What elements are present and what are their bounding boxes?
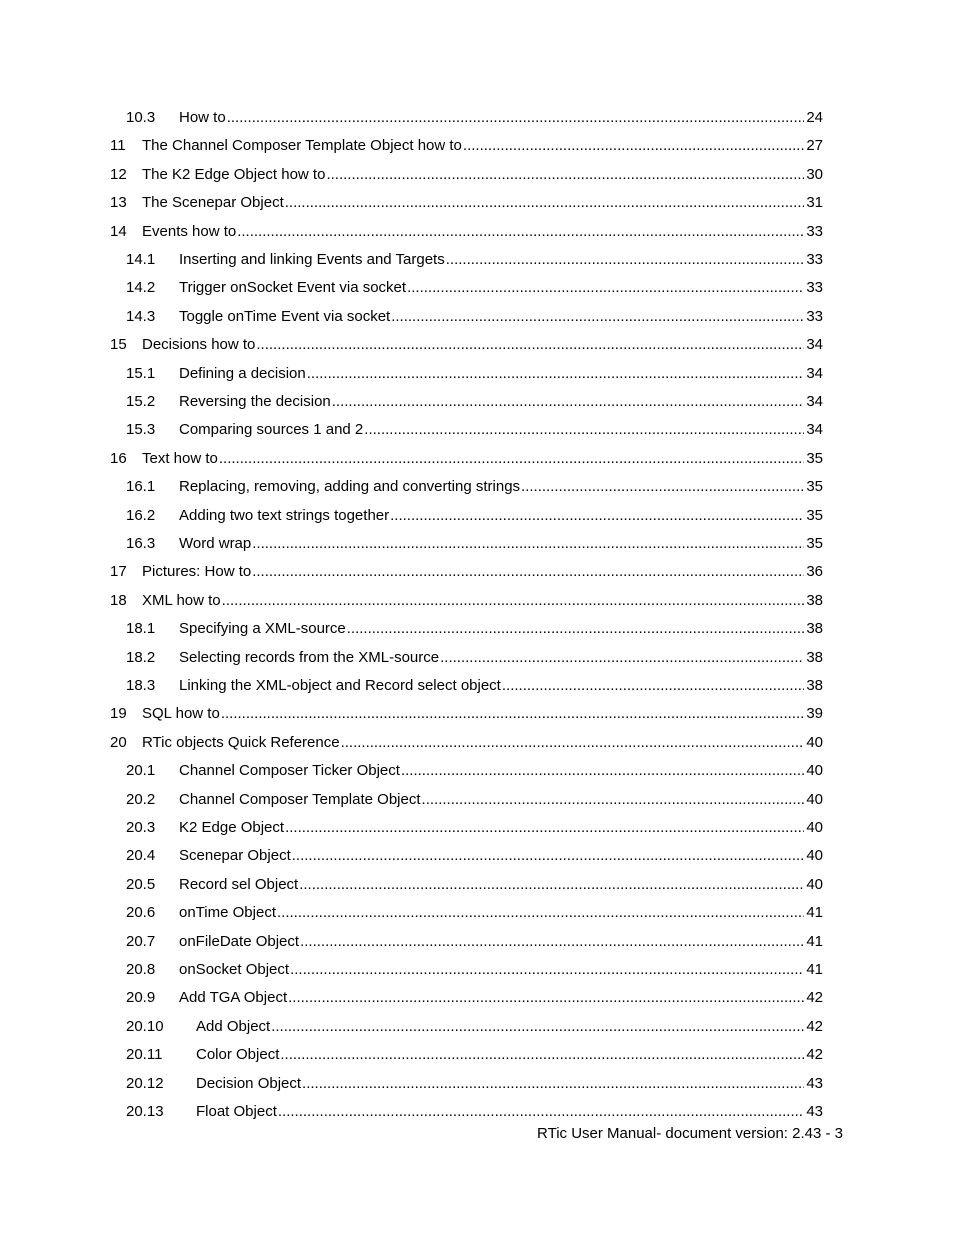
- toc-dot-leader: [277, 899, 804, 927]
- toc-entry-number: 15.2: [126, 393, 156, 410]
- toc-dot-leader: [390, 502, 804, 530]
- toc-entry-title: K2 Edge Object: [179, 819, 285, 836]
- toc-entry-title: Pictures: How to: [142, 563, 252, 581]
- toc-entry-page: 40: [806, 875, 823, 893]
- toc-entry-page: 38: [806, 591, 823, 609]
- toc-entry-number: 20.3: [126, 819, 156, 836]
- toc-entry-title: Decisions how to: [142, 336, 256, 354]
- toc-entry-title: Selecting records from the XML-source: [179, 648, 440, 666]
- toc-entry-page: 40: [806, 762, 823, 780]
- toc-entry-title-line: [142, 558, 823, 586]
- toc-entry-number: 11: [110, 137, 126, 155]
- toc-entry-title: Text how to: [142, 449, 218, 467]
- toc-entry-title: Trigger onSocket Event via socket: [179, 279, 407, 297]
- toc-entry-title: Word wrap: [179, 535, 252, 552]
- toc-entry[interactable]: [0, 274, 954, 302]
- toc-entry-title: Replacing, removing, adding and converting strings: [179, 478, 521, 496]
- toc-dot-leader: [299, 871, 804, 899]
- toc-dot-leader: [290, 956, 804, 984]
- toc-entry-page: 42: [806, 1017, 823, 1035]
- toc-entry-title-line: [179, 388, 823, 416]
- toc-entry-title-line: [179, 672, 823, 700]
- toc-dot-leader: [407, 274, 804, 302]
- toc-entry-title-line: [179, 360, 823, 388]
- toc-dot-leader: [326, 161, 804, 189]
- toc-entry-title: Decision Object: [196, 1074, 302, 1092]
- toc-dot-leader: [256, 331, 804, 359]
- toc-entry-number: 15: [110, 336, 127, 354]
- toc-entry[interactable]: [0, 786, 954, 814]
- toc-entry[interactable]: [0, 360, 954, 388]
- toc-entry-page: 33: [806, 222, 823, 240]
- toc-entry[interactable]: [0, 473, 954, 501]
- toc-entry-title-line: [196, 1041, 823, 1069]
- toc-entry-title-line: [196, 1070, 823, 1098]
- toc-entry-number: 17: [110, 563, 127, 581]
- toc-dot-leader: [300, 928, 804, 956]
- toc-entry[interactable]: [0, 132, 954, 160]
- toc-dot-leader: [219, 445, 804, 473]
- toc-entry-page: 39: [806, 705, 823, 723]
- toc-dot-leader: [302, 1070, 804, 1098]
- toc-entry-title-line: [142, 700, 823, 728]
- toc-entry[interactable]: [0, 388, 954, 416]
- toc-entry-number: 20.1: [126, 762, 156, 780]
- toc-entry-title-line: [179, 530, 823, 558]
- toc-entry-title: XML how to: [142, 591, 221, 609]
- toc-entry-number: 20.10: [126, 1017, 164, 1035]
- toc-entry-title: Float Object: [196, 1103, 277, 1120]
- toc-dot-leader: [292, 842, 805, 870]
- toc-entry-title-line: [179, 899, 823, 927]
- toc-entry-title-line: [142, 445, 823, 473]
- toc-entry[interactable]: [0, 1041, 954, 1069]
- toc-entry[interactable]: [0, 530, 954, 558]
- toc-entry-title-line: [142, 587, 823, 615]
- toc-dot-leader: [222, 587, 805, 615]
- toc-entry-number: 12: [110, 165, 127, 183]
- toc-entry-number: 20.11: [126, 1046, 163, 1064]
- toc-entry[interactable]: [0, 814, 954, 842]
- toc-entry[interactable]: [0, 587, 954, 615]
- toc-dot-leader: [463, 132, 804, 160]
- toc-dot-leader: [237, 218, 804, 246]
- toc-dot-leader: [440, 644, 804, 672]
- toc-entry-number: 14.2: [126, 279, 156, 297]
- toc-dot-leader: [271, 1013, 804, 1041]
- toc-entry-title-line: [179, 814, 823, 842]
- toc-entry-title-line: [179, 274, 823, 302]
- toc-dot-leader: [332, 388, 805, 416]
- toc-entry-number: 16: [110, 449, 127, 467]
- toc-entry-title: The K2 Edge Object how to: [142, 165, 326, 183]
- toc-dot-leader: [252, 558, 804, 586]
- toc-dot-leader: [446, 246, 805, 274]
- toc-entry-page: 34: [806, 336, 823, 354]
- toc-entry-page: 33: [806, 251, 823, 268]
- toc-entry[interactable]: [0, 757, 954, 785]
- toc-entry-title-line: [179, 303, 823, 331]
- toc-entry-number: 20.4: [126, 847, 156, 865]
- toc-entry[interactable]: [0, 558, 954, 586]
- toc-dot-leader: [502, 672, 804, 700]
- toc-entry-title: SQL how to: [142, 705, 220, 723]
- toc-entry-title-line: [179, 842, 823, 870]
- toc-entry-title-line: [179, 104, 823, 132]
- toc-entry-title-line: [196, 1098, 823, 1126]
- toc-entry-number: 14: [110, 222, 127, 240]
- toc-dot-leader: [285, 189, 805, 217]
- toc-entry-title-line: [179, 615, 823, 643]
- toc-entry[interactable]: [0, 871, 954, 899]
- toc-entry-title-line: [179, 502, 823, 530]
- toc-entry-page: 41: [806, 961, 823, 978]
- toc-entry-number: 20.7: [126, 932, 156, 950]
- toc-entry-page: 36: [806, 563, 823, 581]
- toc-entry[interactable]: [0, 502, 954, 530]
- toc-entry-title-line: [179, 956, 823, 984]
- toc-entry-page: 41: [806, 932, 823, 950]
- toc-entry-title: Channel Composer Template Object: [179, 790, 421, 808]
- toc-entry-number: 15.3: [126, 421, 156, 439]
- toc-entry[interactable]: [0, 1098, 954, 1126]
- toc-entry-title: The Scenepar Object: [142, 194, 284, 212]
- toc-entry[interactable]: [0, 928, 954, 956]
- toc-entry-page: 42: [806, 1046, 823, 1064]
- toc-dot-leader: [280, 1041, 804, 1069]
- toc-entry-number: 20: [110, 733, 127, 751]
- toc-entry-page: 40: [806, 790, 823, 808]
- toc-entry-title: Events how to: [142, 222, 237, 240]
- toc-dot-leader: [391, 303, 804, 331]
- toc-entry[interactable]: [0, 303, 954, 331]
- toc-entry-number: 20.13: [126, 1103, 164, 1120]
- toc-dot-leader: [364, 416, 804, 444]
- toc-entry-title: onFileDate Object: [179, 932, 300, 950]
- toc-entry[interactable]: [0, 161, 954, 189]
- toc-entry[interactable]: [0, 899, 954, 927]
- toc-entry-number: 20.6: [126, 904, 156, 922]
- toc-entry-title-line: [142, 331, 823, 359]
- toc-entry-page: 40: [806, 733, 823, 751]
- toc-entry-title-line: [142, 132, 823, 160]
- toc-entry-title: Toggle onTime Event via socket: [179, 307, 391, 325]
- toc-entry-page: 31: [806, 194, 823, 212]
- toc-entry[interactable]: [0, 644, 954, 672]
- toc-entry-number: 10.3: [126, 109, 156, 126]
- toc-entry-title: Specifying a XML-source: [179, 620, 346, 638]
- toc-entry-title: onTime Object: [179, 904, 276, 922]
- toc-entry-number: 16.1: [126, 478, 156, 496]
- toc-entry[interactable]: [0, 416, 954, 444]
- toc-entry-title: Channel Composer Ticker Object: [179, 762, 400, 780]
- toc-entry-title-line: [179, 786, 823, 814]
- toc-entry[interactable]: [0, 1070, 954, 1098]
- toc-entry-page: 35: [806, 449, 823, 467]
- toc-dot-leader: [288, 984, 804, 1012]
- toc-entry-title: Inserting and linking Events and Targets: [179, 251, 445, 268]
- toc-entry-title: The Channel Composer Template Object how to: [142, 137, 462, 155]
- toc-entry-number: 18.1: [126, 620, 156, 638]
- toc-entry[interactable]: [0, 104, 954, 132]
- toc-entry-title: Reversing the decision: [179, 393, 331, 410]
- toc-entry-title-line: [179, 644, 823, 672]
- toc-entry[interactable]: [0, 672, 954, 700]
- toc-entry-title-line: [179, 416, 823, 444]
- toc-entry-number: 14.3: [126, 307, 156, 325]
- toc-entry-page: 33: [806, 279, 823, 297]
- toc-entry-title-line: [142, 161, 823, 189]
- toc-dot-leader: [347, 615, 805, 643]
- toc-dot-leader: [221, 700, 804, 728]
- toc-entry[interactable]: [0, 445, 954, 473]
- toc-entry-title-line: [142, 729, 823, 757]
- toc-entry-page: 38: [806, 648, 823, 666]
- toc-entry-number: 20.8: [126, 961, 156, 978]
- toc-entry-number: 14.1: [126, 251, 156, 268]
- toc-entry-title: Scenepar Object: [179, 847, 291, 865]
- toc-dot-leader: [252, 530, 804, 558]
- toc-entry-page: 43: [806, 1074, 823, 1092]
- toc-entry-page: 41: [806, 904, 823, 922]
- toc-entry-page: 35: [806, 535, 823, 552]
- toc-entry-title: Comparing sources 1 and 2: [179, 421, 364, 439]
- toc-entry[interactable]: [0, 189, 954, 217]
- toc-entry-number: 18.2: [126, 648, 156, 666]
- toc-entry-title: Record sel Object: [179, 875, 299, 893]
- toc-entry-title-line: [142, 218, 823, 246]
- toc-entry-page: 30: [806, 165, 823, 183]
- toc-entry-page: 43: [806, 1103, 823, 1120]
- toc-dot-leader: [227, 104, 805, 132]
- toc-entry-number: 20.2: [126, 790, 156, 808]
- toc-entry-page: 34: [806, 393, 823, 410]
- toc-entry-page: 27: [806, 137, 823, 155]
- toc-entry-page: 34: [806, 421, 823, 439]
- toc-entry-title: Linking the XML-object and Record select object: [179, 677, 501, 694]
- toc-entry[interactable]: [0, 700, 954, 728]
- toc-dot-leader: [307, 360, 805, 388]
- toc-entry-title-line: [179, 246, 823, 274]
- toc-dot-leader: [521, 473, 804, 501]
- toc-entry-page: 40: [806, 847, 823, 865]
- toc-entry-number: 13: [110, 194, 127, 212]
- toc-entry-number: 20.9: [126, 989, 156, 1007]
- toc-entry-title-line: [179, 757, 823, 785]
- toc-entry-page: 33: [806, 307, 823, 325]
- toc-entry-title-line: [196, 1013, 823, 1041]
- toc-dot-leader: [341, 729, 805, 757]
- toc-entry-title: How to: [179, 109, 226, 126]
- toc-entry-page: 34: [806, 364, 823, 382]
- toc-entry-title: Defining a decision: [179, 364, 306, 382]
- toc-entry-title-line: [179, 871, 823, 899]
- page-footer: RTic User Manual- document version: 2.43 - 3: [537, 1125, 843, 1142]
- toc-entry-page: 38: [806, 620, 823, 638]
- toc-entry-number: 18.3: [126, 677, 156, 694]
- toc-entry-number: 20.5: [126, 875, 156, 893]
- toc-entry-page: 35: [806, 506, 823, 524]
- toc-dot-leader: [285, 814, 804, 842]
- toc-entry[interactable]: [0, 218, 954, 246]
- toc-entry-number: 19: [110, 705, 127, 723]
- toc-dot-leader: [278, 1098, 804, 1126]
- toc-entry[interactable]: [0, 956, 954, 984]
- toc-entry-number: 20.12: [126, 1074, 164, 1092]
- toc-entry[interactable]: [0, 615, 954, 643]
- toc-entry-title: Adding two text strings together: [179, 506, 390, 524]
- toc-entry[interactable]: [0, 842, 954, 870]
- toc-entry-page: 42: [806, 989, 823, 1007]
- toc-entry-page: 24: [806, 109, 823, 126]
- toc-entry-number: 18: [110, 591, 127, 609]
- toc-entry-page: 38: [806, 677, 823, 694]
- toc-entry[interactable]: [0, 984, 954, 1012]
- toc-entry-title-line: [142, 189, 823, 217]
- toc-entry[interactable]: [0, 246, 954, 274]
- toc-entry-number: 15.1: [126, 364, 156, 382]
- toc-entry-title: RTic objects Quick Reference: [142, 733, 340, 751]
- toc-entry-page: 40: [806, 819, 823, 836]
- toc-entry-page: 35: [806, 478, 823, 496]
- toc-entry-title: onSocket Object: [179, 961, 290, 978]
- toc-entry[interactable]: [0, 1013, 954, 1041]
- toc-entry-title: Add Object: [196, 1017, 271, 1035]
- toc-entry[interactable]: [0, 331, 954, 359]
- toc-entry[interactable]: [0, 729, 954, 757]
- toc-dot-leader: [422, 786, 805, 814]
- toc-entry-title-line: [179, 473, 823, 501]
- toc-dot-leader: [401, 757, 804, 785]
- toc-entry-title: Add TGA Object: [179, 989, 288, 1007]
- toc-entry-title-line: [179, 928, 823, 956]
- toc-entry-number: 16.3: [126, 535, 156, 552]
- toc-entry-title: Color Object: [196, 1046, 280, 1064]
- toc-entry-title-line: [179, 984, 823, 1012]
- toc-entry-number: 16.2: [126, 506, 156, 524]
